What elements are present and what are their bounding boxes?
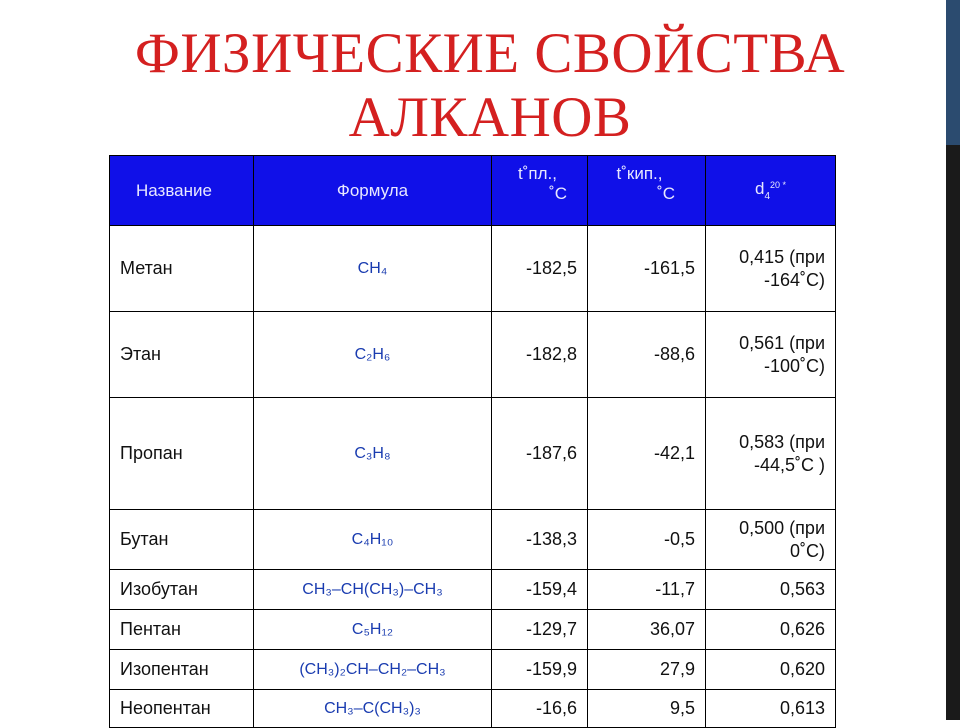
compound-formula: (CH₃)₂CH–CH₂–CH₃ (254, 650, 492, 690)
density-value: 0,561 (при -100˚С) (706, 312, 836, 398)
table-row (110, 398, 836, 510)
melting-point-value: -159,4 (492, 570, 588, 610)
header-boiling-point: t˚кип., ˚С (588, 156, 706, 226)
boiling-point-value: -88,6 (588, 312, 706, 398)
melting-point-value: -187,6 (492, 398, 588, 510)
table-row (110, 650, 836, 690)
table-header-row (110, 156, 836, 226)
density-value: 0,626 (706, 610, 836, 650)
compound-name: Неопентан (110, 690, 254, 728)
compound-formula: CH₃–C(CH₃)₃ (254, 690, 492, 728)
compound-name: Изопентан (110, 650, 254, 690)
header-formula: Формула (254, 156, 492, 226)
compound-formula: C₂H₆ (254, 312, 492, 398)
boiling-point-value: -42,1 (588, 398, 706, 510)
boiling-point-value: 36,07 (588, 610, 706, 650)
title-line-1: ФИЗИЧЕСКИЕ СВОЙСТВА (134, 22, 846, 85)
density-value: 0,583 (при -44,5˚С ) (706, 398, 836, 510)
compound-name: Бутан (110, 510, 254, 570)
melting-point-value: -138,3 (492, 510, 588, 570)
compound-name: Пентан (110, 610, 254, 650)
alkanes-properties-table (109, 155, 836, 728)
compound-name: Изобутан (110, 570, 254, 610)
boiling-point-value: -161,5 (588, 226, 706, 312)
density-value: 0,563 (706, 570, 836, 610)
melting-point-value: -16,6 (492, 690, 588, 728)
melting-point-value: -182,8 (492, 312, 588, 398)
compound-name: Метан (110, 226, 254, 312)
density-value: 0,500 (при 0˚С) (706, 510, 836, 570)
compound-name: Пропан (110, 398, 254, 510)
melting-point-value: -129,7 (492, 610, 588, 650)
compound-formula: CH₃–CH(CH₃)–CH₃ (254, 570, 492, 610)
melting-point-value: -182,5 (492, 226, 588, 312)
table-row (110, 226, 836, 312)
table-row (110, 570, 836, 610)
compound-formula: C₃H₈ (254, 398, 492, 510)
compound-formula: C₅H₁₂ (254, 610, 492, 650)
boiling-point-value: 27,9 (588, 650, 706, 690)
boiling-point-value: -11,7 (588, 570, 706, 610)
compound-name: Этан (110, 312, 254, 398)
boiling-point-value: -0,5 (588, 510, 706, 570)
page-title (0, 22, 960, 150)
side-dark-bar (946, 145, 960, 720)
header-melting-point: t˚пл., ˚С (492, 156, 588, 226)
melting-point-value: -159,9 (492, 650, 588, 690)
header-density: $d_4^{20 *}$ (706, 156, 836, 226)
table-row (110, 690, 836, 728)
compound-formula: C₄H₁₀ (254, 510, 492, 570)
table-row (110, 510, 836, 570)
density-value: 0,620 (706, 650, 836, 690)
table-row (110, 610, 836, 650)
compound-formula: CH₄ (254, 226, 492, 312)
table-row (110, 312, 836, 398)
density-value: 0,613 (706, 690, 836, 728)
title-line-2: АЛКАНОВ (348, 86, 632, 149)
header-name: Название (110, 156, 254, 226)
boiling-point-value: 9,5 (588, 690, 706, 728)
density-value: 0,415 (при -164˚С) (706, 226, 836, 312)
